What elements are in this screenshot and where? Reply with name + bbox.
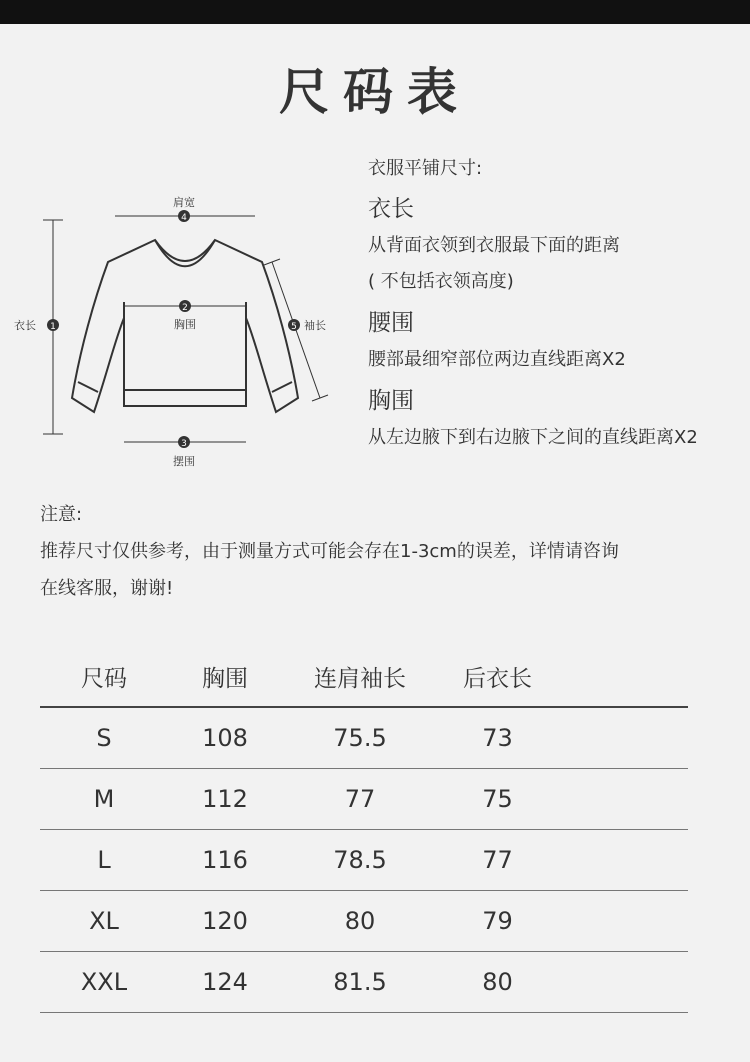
note-heading: 注意: xyxy=(40,504,83,525)
size-cell: XXL xyxy=(80,968,128,996)
marker-2-number: 2 xyxy=(182,303,188,313)
desc-title-chest: 胸围 xyxy=(368,388,414,414)
note-line-2: 在线客服，谢谢! xyxy=(40,578,174,599)
sleeve-label: 袖长 xyxy=(304,319,326,332)
chest-label: 胸围 xyxy=(174,318,196,331)
desc-text-length-line2: ( 不包括衣领高度) xyxy=(368,271,514,292)
left-cuff-line xyxy=(78,382,98,392)
table-row xyxy=(40,769,688,830)
sweater-diagram xyxy=(0,180,360,480)
size-cell: S xyxy=(96,724,112,752)
back-length-cell: 75 xyxy=(482,785,513,813)
length-label: 衣长 xyxy=(14,319,36,332)
shoulder-label: 肩宽 xyxy=(173,196,195,209)
back-length-cell: 77 xyxy=(482,846,513,874)
back-length-cell: 80 xyxy=(482,968,513,996)
note-section xyxy=(40,496,720,607)
header-size: 尺码 xyxy=(81,665,127,692)
sleeve-cell: 78.5 xyxy=(333,846,387,874)
sleeve-bottom-tick xyxy=(312,395,328,401)
size-cell: XL xyxy=(89,907,119,935)
neck-line xyxy=(155,240,215,261)
header-back-length: 后衣长 xyxy=(463,665,532,692)
marker-4-number: 4 xyxy=(181,213,187,223)
sleeve-cell: 81.5 xyxy=(333,968,387,996)
back-length-cell: 73 xyxy=(482,724,513,752)
right-cuff-line xyxy=(272,382,292,392)
desc-text-chest: 从左边腋下到右边腋下之间的直线距离X2 xyxy=(368,427,698,448)
back-length-cell: 79 xyxy=(482,907,513,935)
chest-cell: 124 xyxy=(202,968,248,996)
table-row xyxy=(40,708,688,769)
chest-cell: 116 xyxy=(202,846,248,874)
sleeve-cell: 75.5 xyxy=(333,724,387,752)
desc-text-length-line1: 从背面衣领到衣服最下面的距离 xyxy=(368,235,620,256)
chest-cell: 108 xyxy=(202,724,248,752)
sleeve-cell: 77 xyxy=(344,785,376,813)
size-cell: L xyxy=(97,846,111,874)
size-cell: M xyxy=(93,785,115,813)
table-row xyxy=(40,830,688,891)
desc-text-length xyxy=(368,228,748,300)
desc-title-waist: 腰围 xyxy=(368,310,414,336)
desc-title-length: 衣长 xyxy=(368,196,414,222)
sweater-illustration xyxy=(0,180,360,480)
chest-cell: 112 xyxy=(202,785,248,813)
marker-1-number: 1 xyxy=(50,322,56,332)
header-chest: 胸围 xyxy=(202,665,248,692)
note-line-1: 推荐尺寸仅供参考，由于测量方式可能会存在1-3cm的误差，详情请咨询 xyxy=(40,541,619,562)
desc-text-waist: 腰部最细窄部位两边直线距离X2 xyxy=(368,349,626,370)
chest-cell: 120 xyxy=(202,907,248,935)
sleeve-top-tick xyxy=(264,259,280,265)
top-bar xyxy=(0,0,750,24)
sleeve-cell: 80 xyxy=(344,907,376,935)
marker-3-number: 3 xyxy=(181,439,187,449)
size-table xyxy=(40,646,688,1013)
measurement-descriptions xyxy=(368,156,748,464)
hem-label: 摆围 xyxy=(173,455,195,468)
size-table-header xyxy=(40,646,688,708)
desc-intro: 衣服平铺尺寸: xyxy=(368,158,483,179)
marker-5-number: 5 xyxy=(291,322,297,332)
header-sleeve: 连肩袖长 xyxy=(314,665,406,692)
table-row xyxy=(40,952,688,1013)
page-title: 尺码表 xyxy=(279,63,471,121)
table-row xyxy=(40,891,688,952)
